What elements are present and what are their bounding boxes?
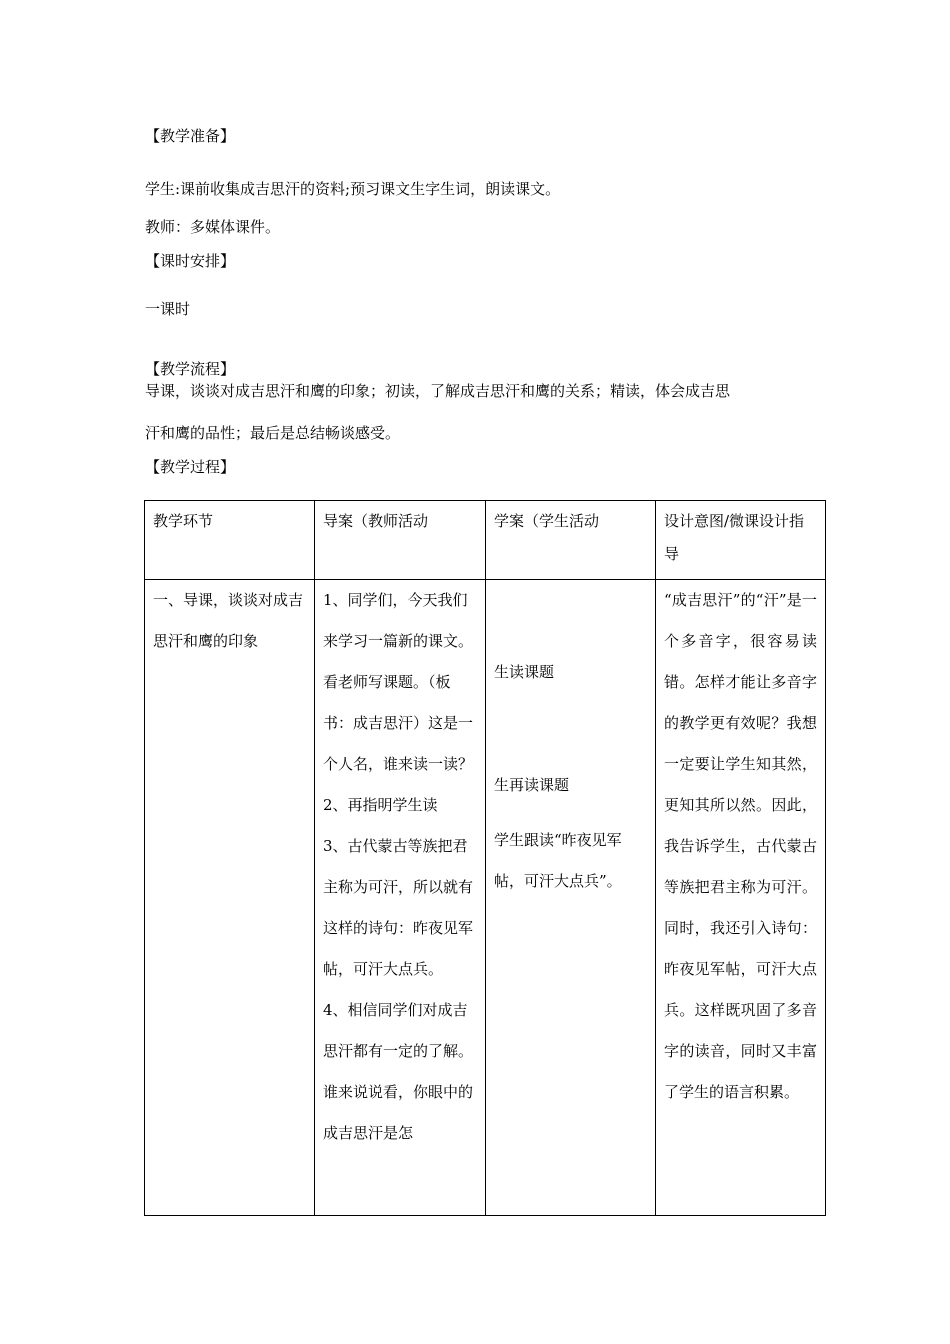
cell-student bbox=[486, 580, 656, 1216]
student-activity-1: 生读课题 bbox=[494, 663, 555, 681]
time-heading: 【课时安排】 bbox=[145, 252, 236, 270]
time-value: 一课时 bbox=[145, 300, 191, 318]
prep-student: 学生:课前收集成吉思汗的资料;预习课文生字生词，朗读课文。 bbox=[145, 180, 561, 198]
teacher-step-4: 4、相信同学们对成吉思汗都有一定的了解。谁来说说看，你眼中的成吉思汗是怎 bbox=[323, 1001, 474, 1142]
process-heading: 【教学过程】 bbox=[145, 458, 236, 476]
student-activity-3: 学生跟读“昨夜见军帖，可汗大点兵”。 bbox=[494, 831, 622, 890]
process-table bbox=[144, 500, 826, 1216]
flow-heading: 【教学流程】 bbox=[145, 360, 236, 378]
cell-stage: 一、导课，谈谈对成吉思汗和鹰的印象 bbox=[145, 580, 315, 1216]
teacher-step-3: 3、古代蒙古等族把君主称为可汗，所以就有这样的诗句：昨夜见军帖，可汗大点兵。 bbox=[323, 837, 474, 978]
table-row bbox=[145, 580, 826, 1216]
header-teacher: 导案（教师活动 bbox=[315, 501, 486, 580]
header-student: 学案（学生活动 bbox=[486, 501, 656, 580]
teacher-step-1: 1、同学们，今天我们来学习一篇新的课文。看老师写课题。（板书：成吉思汗）这是一个人名，谁来读一读？ bbox=[323, 591, 474, 773]
cell-design: “成吉思汗”的“汗”是一个多音字，很容易读错。怎样才能让多音字的教学更有效呢？我想一定要让学生知其然，更知其所以然。因此，我告诉学生，古代蒙古等族把君主称为可汗。同时，我还引入诗句：昨夜见军帖，可汗大点兵。这样既巩固了多音字的读音，同时又丰富了学生的语言积累。 bbox=[656, 580, 826, 1216]
teacher-step-2: 2、再指明学生读 bbox=[323, 796, 438, 814]
table-header-row bbox=[145, 501, 826, 580]
header-design: 设计意图/微课设计指导 bbox=[656, 501, 826, 580]
student-activity-2: 生再读课题 bbox=[494, 776, 570, 794]
flow-line-1: 导课，谈谈对成吉思汗和鹰的印象；初读，了解成吉思汗和鹰的关系；精读，体会成吉思 bbox=[145, 382, 731, 400]
cell-teacher bbox=[315, 580, 486, 1216]
prep-heading: 【教学准备】 bbox=[145, 127, 236, 145]
flow-line-2: 汗和鹰的品性；最后是总结畅谈感受。 bbox=[145, 424, 401, 442]
header-stage: 教学环节 bbox=[145, 501, 315, 580]
prep-teacher: 教师：多媒体课件。 bbox=[145, 218, 281, 236]
